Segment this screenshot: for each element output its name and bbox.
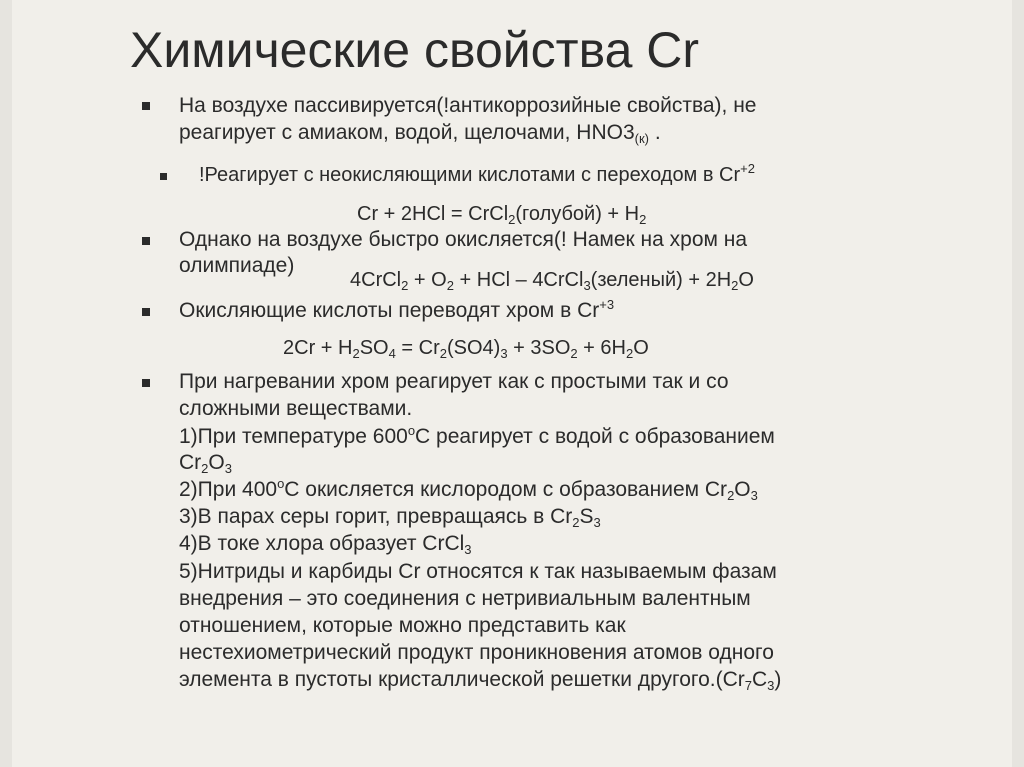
bullet-marker bbox=[142, 237, 150, 245]
bullet-marker bbox=[142, 102, 150, 110]
bullet-4-text: Окисляющие кислоты переводят хром в $Cr^{+3}$ bbox=[179, 297, 615, 322]
bullet-5-line-8: 5)Нитриды и карбиды Cr относятся к так называемым фазам bbox=[179, 560, 777, 583]
bullet-5-line-6: 3)В парах серы горит, превращаясь в $Cr_2S_3$ bbox=[179, 505, 601, 530]
bullet-2-text: !Реагирует с неокисляющими кислотами с переходом в $Cr^{+2}$ bbox=[199, 161, 755, 186]
bullet-5-line-1: При нагревании хром реагирует как с простыми так и со bbox=[179, 370, 729, 393]
bullet-5-line-10: отношением, которые можно представить как bbox=[179, 614, 626, 637]
bullet-5-line-7: 4)В токе хлора образует CrCl$_3$ bbox=[179, 532, 472, 557]
slide-title: Химические свойства Cr bbox=[130, 22, 700, 78]
equation-cr-hcl: Cr + 2HCl = CrCl$_2$(голубой) + $H_2$ bbox=[357, 203, 647, 227]
bullet-5-line-4: $Cr_2O_3$ bbox=[179, 451, 232, 476]
bullet-5-line-5: 2)При $400^оС$ окисляется кислородом с образованием $Cr_2O_3$ bbox=[179, 476, 758, 503]
bullet-5-line-11: нестехиометрический продукт проникновения атомов одного bbox=[179, 641, 774, 664]
bullet-3-line-2: олимпиаде) bbox=[179, 254, 295, 277]
bullet-3-line-1: Однако на воздухе быстро окисляется(! Намек на хром на bbox=[179, 228, 748, 251]
bullet-marker bbox=[142, 308, 150, 316]
bullet-marker bbox=[160, 173, 167, 180]
equation-cr-h2so4: $2Cr + H_2SO_4 = Cr_2(SO4)_3 + 3SO_2 + 6H_2O$ bbox=[283, 337, 649, 361]
bullet-1-line-2: реагирует с амиаком, водой, щелочами, $HNO3_{(к)}$ . bbox=[179, 121, 661, 146]
bullet-5-line-3: 1)При температуре $600^оС$ реагирует с водой с образованием bbox=[179, 423, 775, 448]
bullet-5-line-12: элемента в пустоты кристаллической решетки $другого.(Cr_7C_3)$ bbox=[179, 668, 782, 693]
equation-crcl2-oxidation: 4CrCl$_2$ + $O_2$ + HCl – 4CrCl$_3$(зеленый) + $2H_2O$ bbox=[350, 269, 754, 293]
bullet-1-line-1: На воздухе пассивируется(!антикоррозийные свойства), не bbox=[179, 94, 757, 117]
bullet-marker bbox=[142, 379, 150, 387]
bullet-5-line-9: внедрения – это соединения с нетривиальным валентным bbox=[179, 587, 751, 610]
bullet-5-line-2: сложными веществами. bbox=[179, 397, 413, 420]
